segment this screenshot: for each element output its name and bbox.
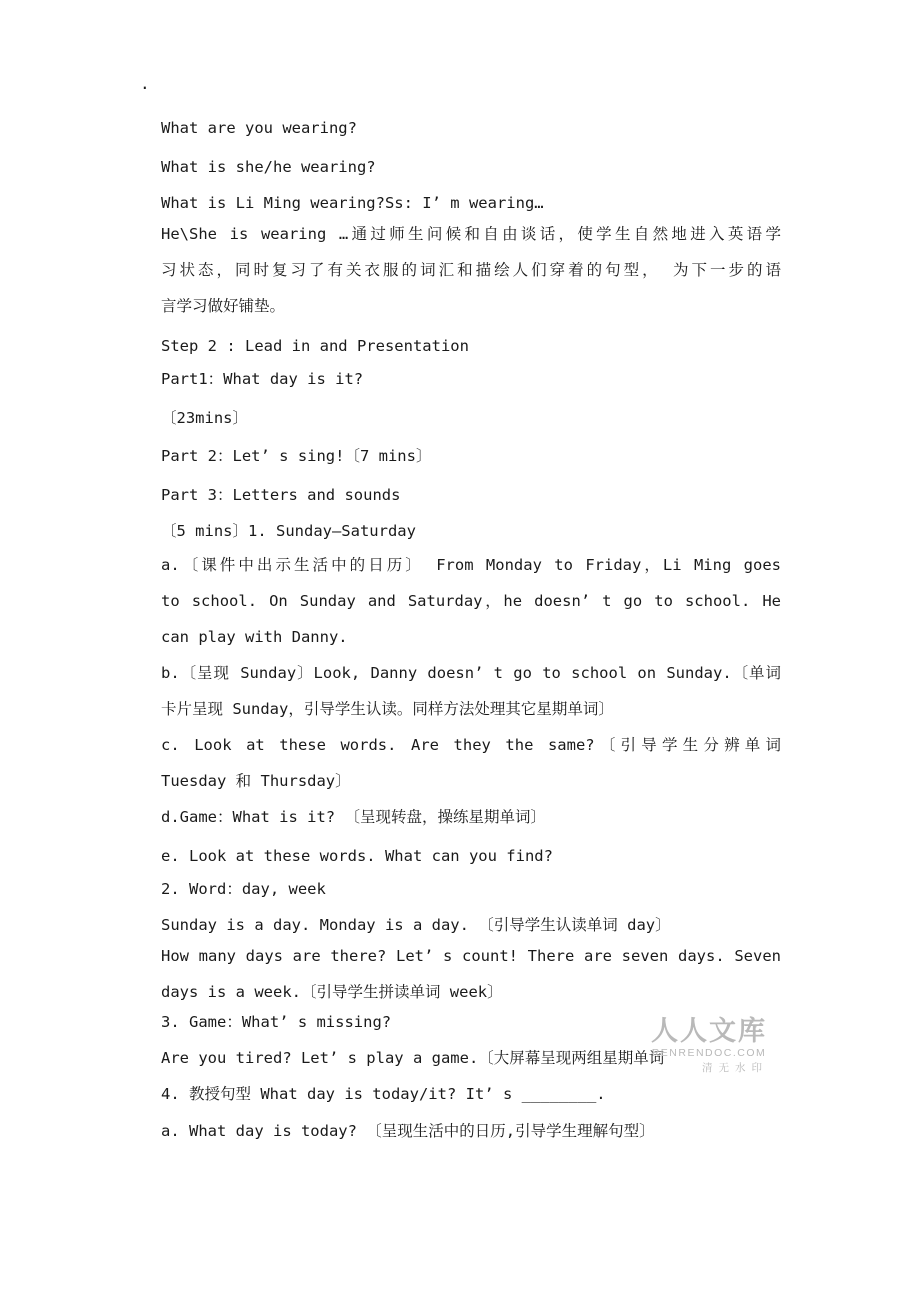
text-line: 〔23mins〕 <box>161 409 248 427</box>
text-line: Part1：What day is it? <box>161 370 364 388</box>
text-line: 2. Word：day, week <box>161 880 326 898</box>
document-body <box>161 116 781 1143</box>
text-line: He\She is wearing …通过师生问候和自由谈话，使学生自然地进入英语学 <box>161 225 781 243</box>
watermark-url: RENRENDOC.COM <box>651 1047 767 1059</box>
text-line: a. What day is today? 〔呈现生活中的日历,引导学生理解句型〕 <box>161 1122 655 1140</box>
text-line: 3. Game：What’ s missing? <box>161 1013 392 1031</box>
text-line: Sunday is a day. Monday is a day. 〔引导学生认读单词 day〕 <box>161 916 671 934</box>
text-line: 言学习做好铺垫。 <box>161 297 286 315</box>
watermark-title: 人人文库 <box>651 1016 767 1046</box>
text-line: What is Li Ming wearing?Ss: I’ m wearing… <box>161 194 544 212</box>
text-line: How many days are there? Let’ s count! There are seven days. Seven <box>161 947 781 965</box>
text-line: Part 2：Let’ s sing!〔7 mins〕 <box>161 447 432 465</box>
text-line: b.〔呈现 Sunday〕Look, Danny doesn’ t go to school on Sunday.〔单词 <box>161 664 781 682</box>
text-line: to school. On Sunday and Saturday，he doesn’ t go to school. He <box>161 592 781 610</box>
paragraph-b <box>161 655 781 727</box>
watermark-logo <box>646 1016 772 1076</box>
section-heading: Step 2 : Lead in and Presentation <box>161 337 469 355</box>
text-line: Are you tired? Let’ s play a game.〔大屏幕呈现两组星期单词 <box>161 1049 665 1067</box>
text-line: 4. 教授句型 What day is today/it? It’ s ________. <box>161 1085 606 1103</box>
page-marker-dot: . <box>140 74 150 93</box>
text-line: 习状态，同时复习了有关衣服的词汇和描绘人们穿着的句型， 为下一步的语 <box>161 261 781 279</box>
text-line: a.〔课件中出示生活中的日历〕 From Monday to Friday，Li Ming goes <box>161 556 781 574</box>
text-line: What are you wearing? <box>161 119 357 137</box>
text-line: 〔5 mins〕1. Sunday—Saturday <box>161 522 416 540</box>
paragraph-c <box>161 727 781 799</box>
text-line: Part 3：Letters and sounds <box>161 486 401 504</box>
text-line: e. Look at these words. What can you find? <box>161 847 553 865</box>
paragraph-intro <box>161 216 781 324</box>
text-line: Tuesday 和 Thursday〕 <box>161 772 351 790</box>
paragraph-a <box>161 547 781 655</box>
text-line: d.Game：What is it? 〔呈现转盘，操练星期单词〕 <box>161 808 546 826</box>
text-line: days is a week.〔引导学生拼读单词 week〕 <box>161 983 503 1001</box>
paragraph-days <box>161 938 781 1010</box>
text-line: 卡片呈现 Sunday，引导学生认读。同样方法处理其它星期单词〕 <box>161 700 614 718</box>
text-line: can play with Danny. <box>161 628 348 646</box>
text-line: c. Look at these words. Are they the same?〔引导学生分辨单词 <box>161 736 781 754</box>
text-line: What is she/he wearing? <box>161 158 376 176</box>
watermark-note: 清无水印 <box>702 1062 768 1074</box>
